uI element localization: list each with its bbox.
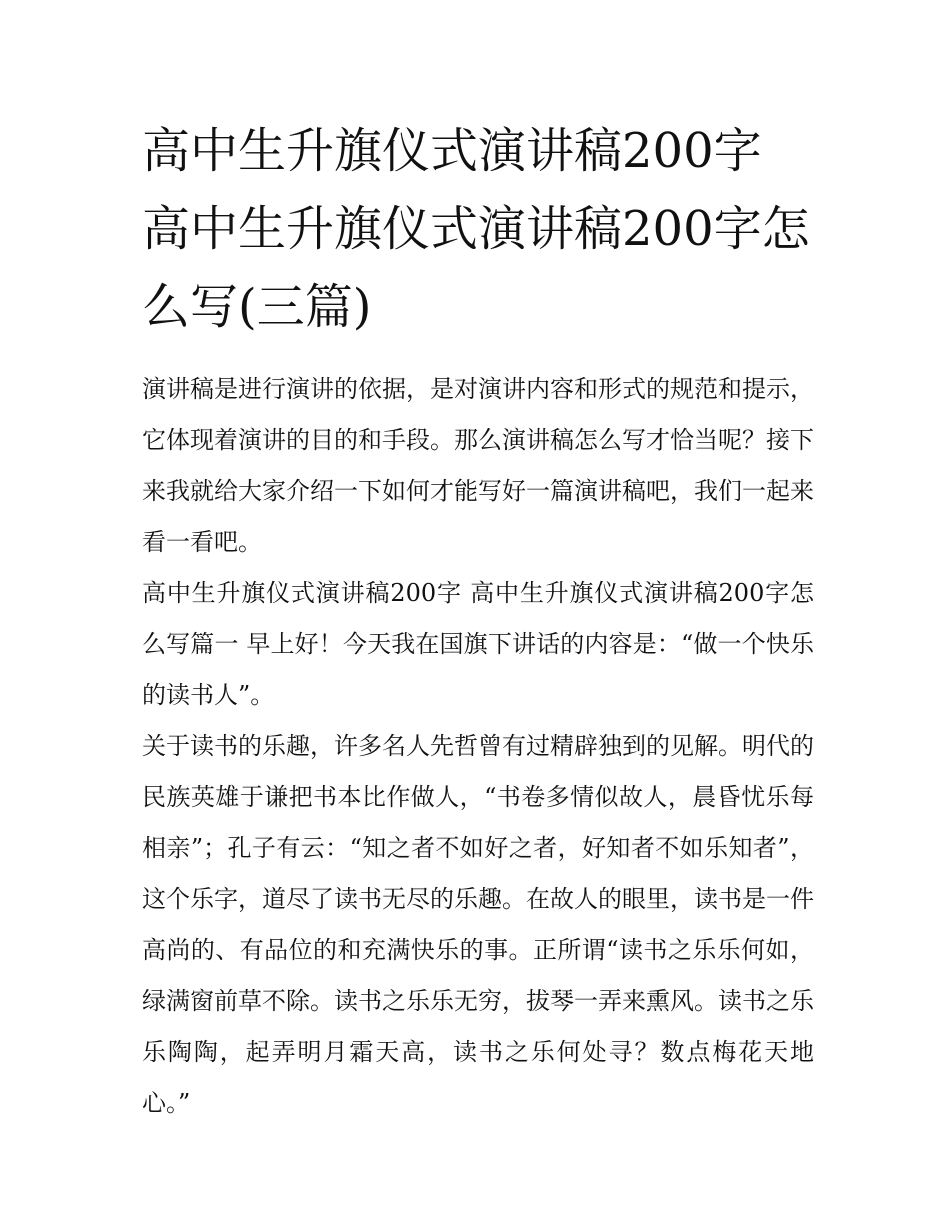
- reading-joy-paragraph: 关于读书的乐趣，许多名人先哲曾有过精辟独到的见解。明代的民族英雄于谦把书本比作做人，“书卷多情似故人，晨昏忧乐每相亲”；孔子有云：“知之者不如好之者，好知者不如乐知者”，这个乐字，道尽了读书无尽的乐趣。在故人的眼里，读书是一件高尚的、有品位的和充满快乐的事。正所谓“读书之乐乐何如，绿满窗前草不除。读书之乐乐无穷，拔琴一弄来熏风。读书之乐乐陶陶，起弄明月霜天高，读书之乐何处寻？数点梅花天地心。”: [142, 732, 814, 1117]
- document-title: 高中生升旗仪式演讲稿200字 高中生升旗仪式演讲稿200字怎么写(三篇): [142, 123, 810, 335]
- document-page: [142, 112, 814, 1129]
- speech-one-opening-paragraph: 高中生升旗仪式演讲稿200字 高中生升旗仪式演讲稿200字怎么写篇一 早上好！今天我在国旗下讲话的内容是：“做一个快乐的读书人”。: [142, 579, 814, 709]
- intro-paragraph: 演讲稿是进行演讲的依据，是对演讲内容和形式的规范和提示，它体现着演讲的目的和手段。那么演讲稿怎么写才恰当呢？接下来我就给大家介绍一下如何才能写好一篇演讲稿吧，我们一起来看一看吧。: [142, 375, 814, 556]
- document-body: [142, 364, 814, 1129]
